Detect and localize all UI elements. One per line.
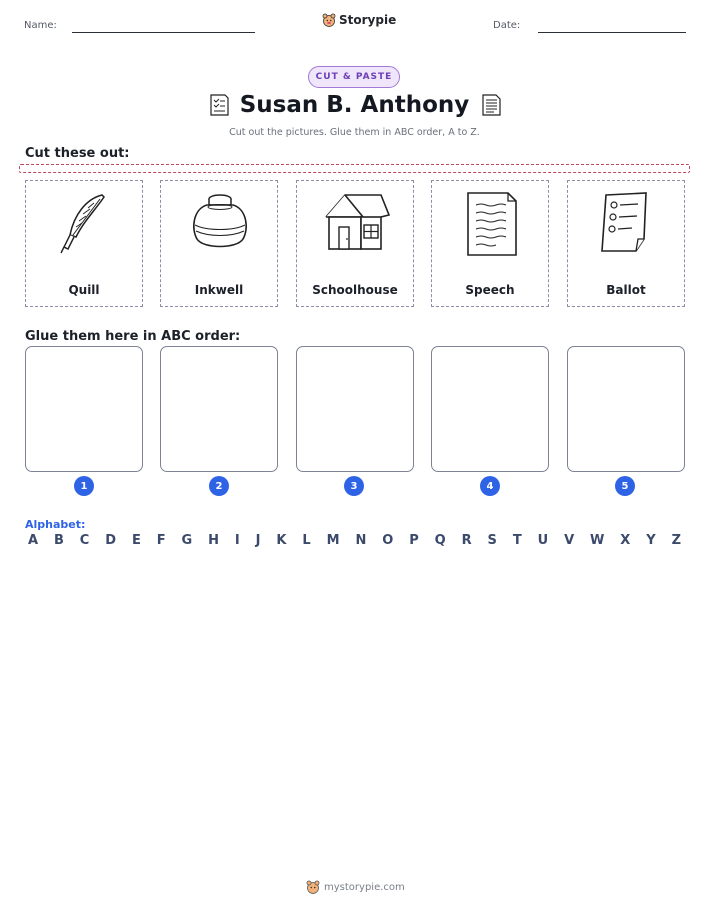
cut-line — [19, 164, 690, 173]
glue-slot-2[interactable] — [160, 346, 278, 472]
worksheet-type-badge: CUT & PASTE — [308, 66, 400, 88]
quill-icon — [50, 189, 120, 259]
alphabet-letter: U — [537, 533, 549, 548]
cut-card-inkwell[interactable] — [160, 180, 278, 307]
alphabet-letter: Z — [671, 533, 681, 548]
glue-slot-4[interactable] — [431, 346, 549, 472]
glue-slot-3[interactable] — [296, 346, 414, 472]
card-label: Speech — [465, 283, 515, 297]
glue-slot-1[interactable] — [25, 346, 143, 472]
speech-icon — [456, 189, 526, 259]
storypie-mascot-icon — [322, 13, 336, 27]
slot-number: 5 — [615, 476, 635, 496]
alphabet-letter: D — [105, 533, 117, 548]
alphabet-letter: V — [564, 533, 575, 548]
alphabet-letter: A — [28, 533, 39, 548]
slot-number: 3 — [344, 476, 364, 496]
card-label: Ballot — [606, 283, 646, 297]
alphabet-letter: J — [255, 533, 261, 548]
instructions: Cut out the pictures. Glue them in ABC order, A to Z. — [229, 127, 480, 138]
name-line[interactable] — [72, 32, 255, 33]
alphabet-letter: P — [409, 533, 419, 548]
alphabet-letter: E — [131, 533, 141, 548]
alphabet-letter: T — [512, 533, 522, 548]
card-label: Schoolhouse — [312, 283, 398, 297]
name-label: Name: — [24, 20, 57, 31]
alphabet-letter: H — [208, 533, 220, 548]
cut-card-schoolhouse[interactable] — [296, 180, 414, 307]
page-title: Susan B. Anthony — [239, 92, 470, 118]
alphabet-letter: O — [382, 533, 394, 548]
brand-name: Storypie — [339, 13, 397, 27]
alphabet-letter: C — [79, 533, 90, 548]
document-lines-icon — [478, 92, 504, 118]
alphabet-letter: Q — [434, 533, 446, 548]
cut-card-ballot[interactable] — [567, 180, 685, 307]
storypie-mascot-icon — [306, 880, 320, 894]
alphabet-letter: F — [156, 533, 166, 548]
slot-number: 4 — [480, 476, 500, 496]
alphabet-letter: W — [590, 533, 605, 548]
alphabet-letter: G — [181, 533, 193, 548]
alphabet-row — [28, 533, 681, 548]
ballot-icon — [592, 189, 662, 259]
cut-card-quill[interactable] — [25, 180, 143, 307]
alphabet-letter: S — [487, 533, 497, 548]
date-line[interactable] — [538, 32, 686, 33]
alphabet-letter: I — [234, 533, 240, 548]
footer — [306, 880, 405, 894]
cut-card-speech[interactable] — [431, 180, 549, 307]
date-label: Date: — [493, 20, 521, 31]
brand-logo — [322, 13, 396, 27]
alphabet-letter: X — [620, 533, 631, 548]
alphabet-letter: R — [461, 533, 472, 548]
slot-number: 1 — [74, 476, 94, 496]
glue-slot-5[interactable] — [567, 346, 685, 472]
slot-number: 2 — [209, 476, 229, 496]
footer-url[interactable]: mystorypie.com — [324, 881, 405, 893]
schoolhouse-icon — [321, 189, 391, 259]
alphabet-letter: K — [276, 533, 287, 548]
alphabet-letter: N — [355, 533, 367, 548]
inkwell-icon — [185, 189, 255, 259]
glue-heading: Glue them here in ABC order: — [25, 329, 241, 344]
alphabet-letter: M — [326, 533, 340, 548]
card-label: Inkwell — [194, 283, 244, 297]
alphabet-label: Alphabet: — [25, 518, 86, 531]
alphabet-letter: L — [302, 533, 311, 548]
alphabet-letter: Y — [646, 533, 656, 548]
alphabet-letter: B — [53, 533, 64, 548]
card-label: Quill — [68, 283, 100, 297]
cut-heading: Cut these out: — [25, 146, 130, 161]
